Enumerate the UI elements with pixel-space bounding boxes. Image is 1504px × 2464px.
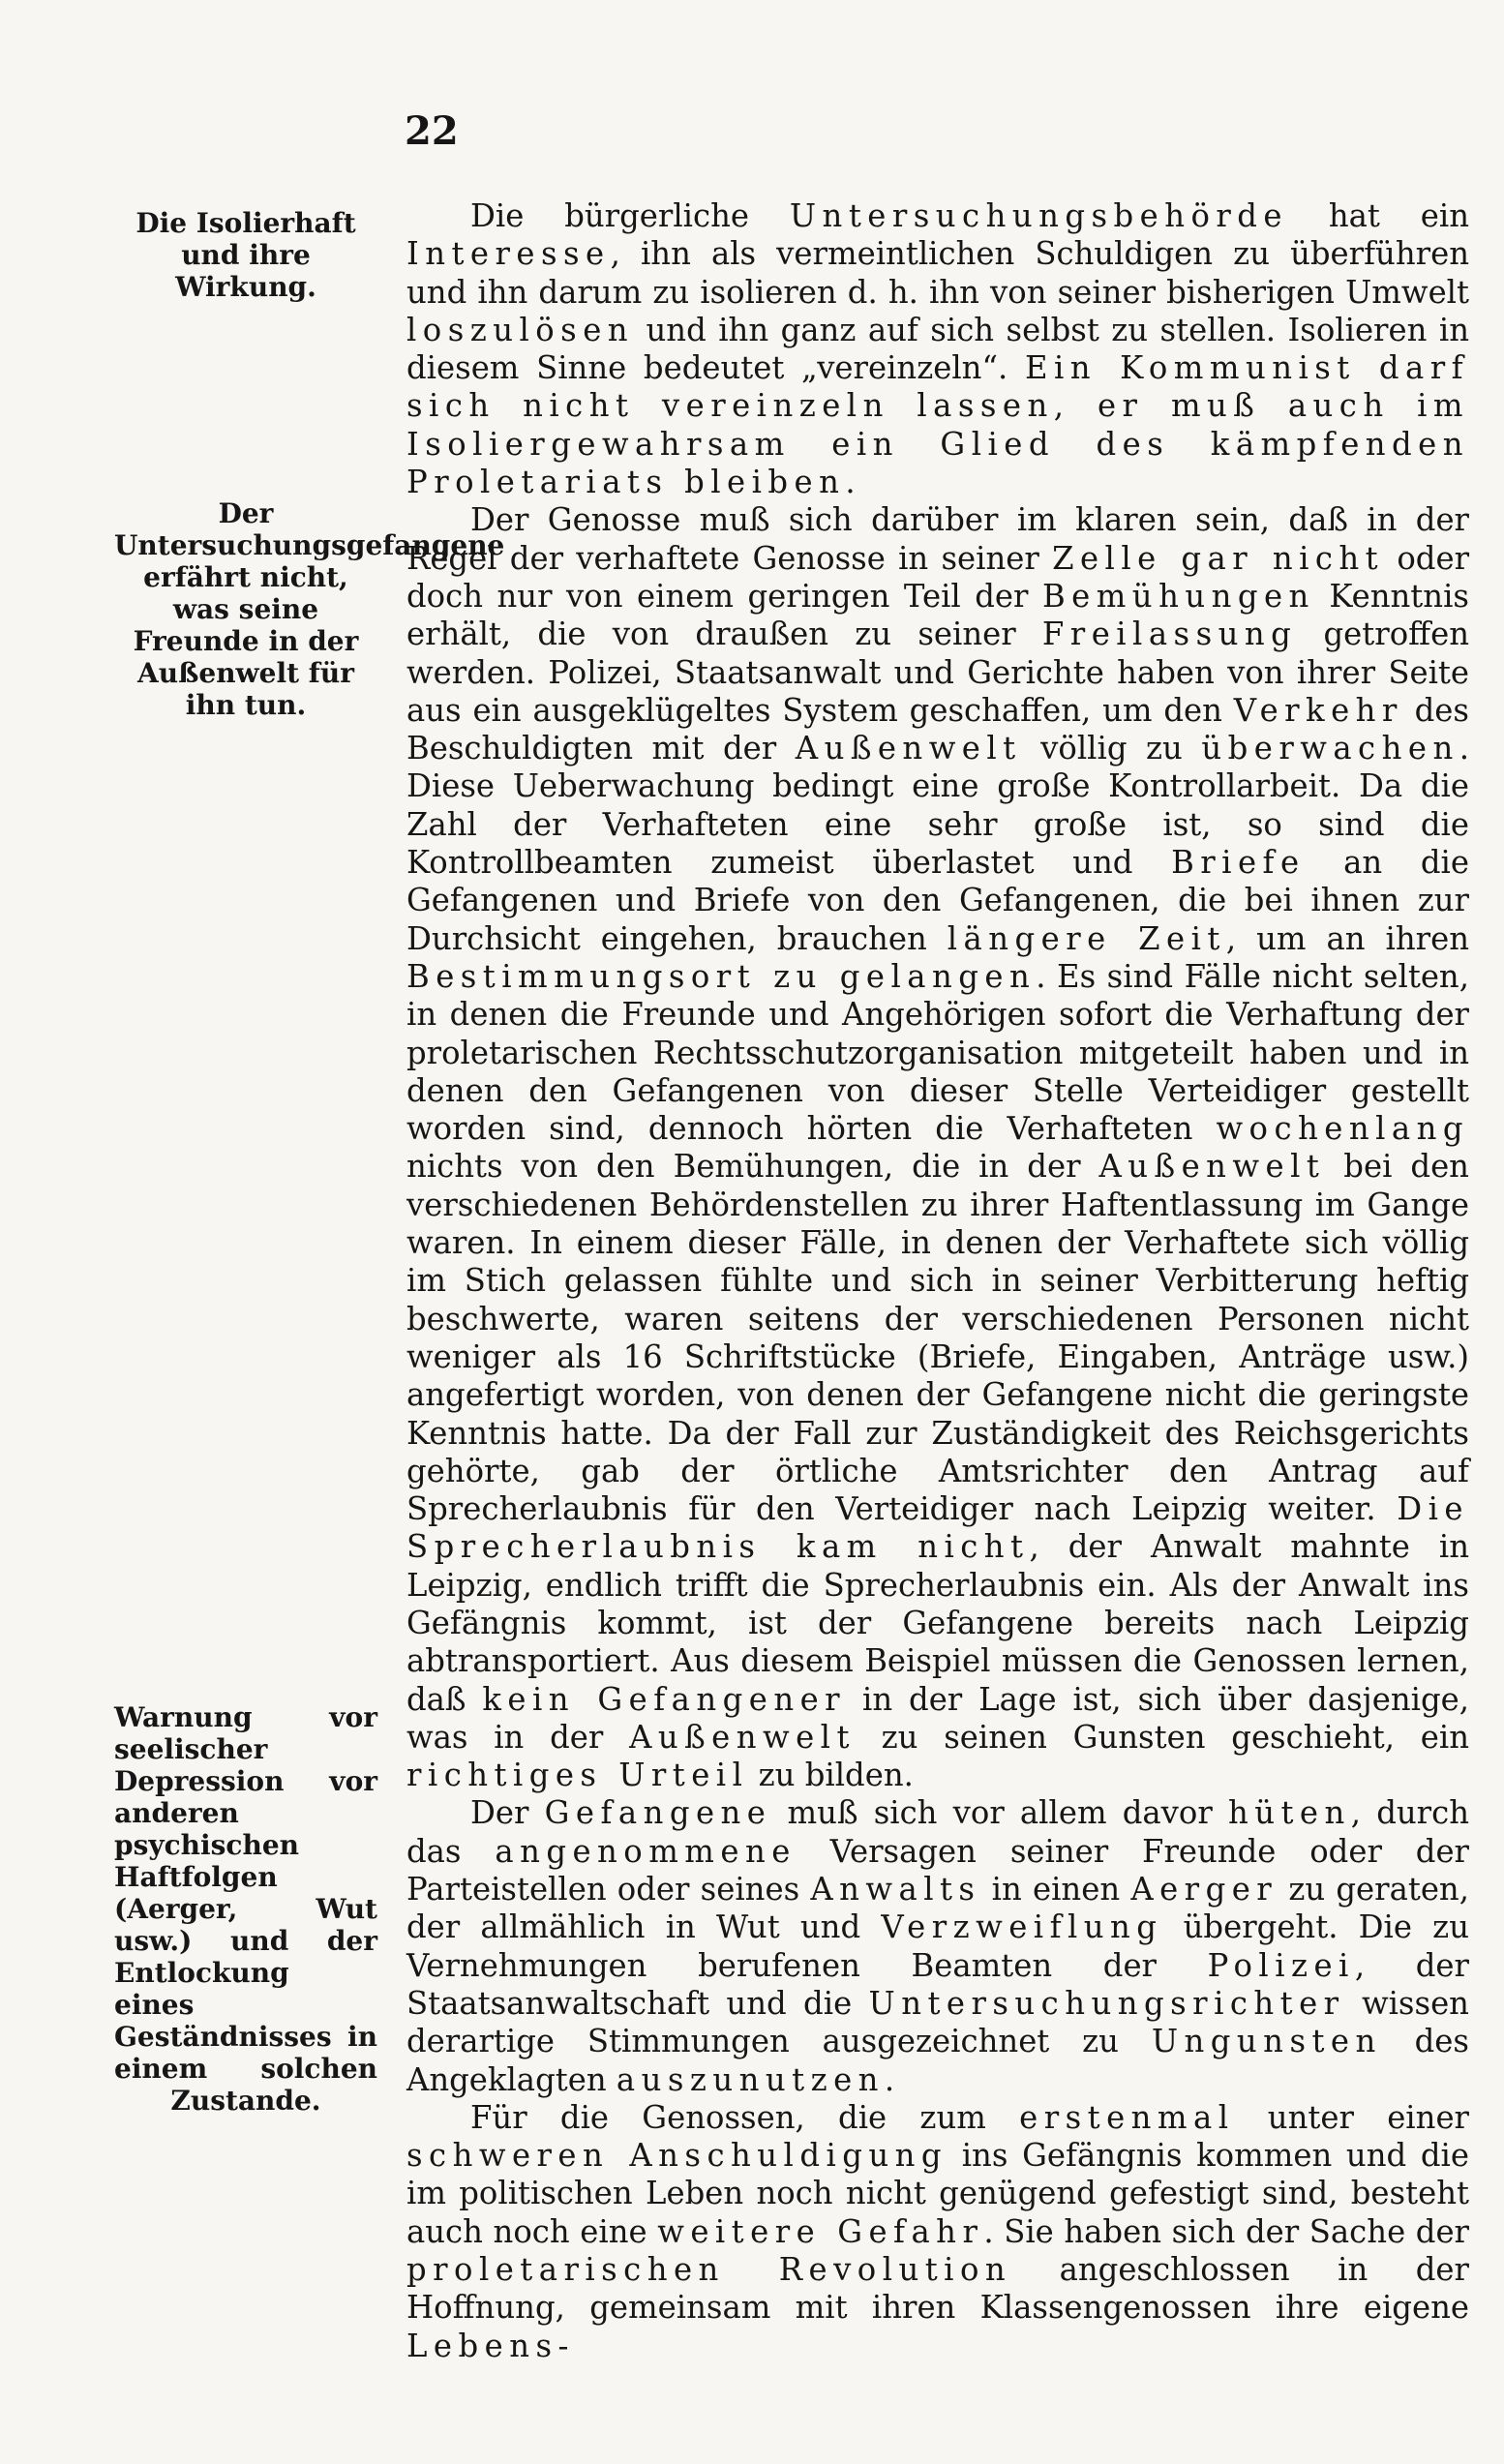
- text-run: nichts von den Bemühungen, die in der: [406, 1148, 1099, 1186]
- spaced-emphasis: Verzweiflung: [881, 1908, 1163, 1946]
- margin-note-outside-world: Der Untersuchungsgefangene erfährt nicht, was seine Freunde in der Außenwelt für ihn tun.: [114, 497, 505, 721]
- text-run: . Diese Ueberwachung bedingt eine große Kontrollarbeit. Da die Zahl der Verhafteten eine sehr große ist, so sind die Kontrollbeamten zumeist überlastet und: [406, 730, 1469, 882]
- text-run: Die bürgerliche: [470, 197, 790, 234]
- text-run: Versagen seiner Freunde oder der Parteistellen oder seines: [406, 1832, 1469, 1908]
- paragraph: [406, 197, 1469, 501]
- text-run: und ihn ganz auf sich selbst zu stellen. Isolieren in diesem Sinne bedeutet „vereinzeln“.: [406, 311, 1469, 387]
- text-run: in der Lage ist, sich über dasjenige, was in der: [406, 1680, 1469, 1756]
- text-run: wissen derartige Stimmungen ausgezeichnet zu: [406, 1984, 1469, 2060]
- text-run: angeschlossen in der Hoffnung, gemeinsam mit ihren Klassengenossen ihre eigene: [406, 2251, 1469, 2327]
- spaced-emphasis: Polizei: [1207, 1946, 1355, 1984]
- spaced-emphasis: Bestimmungsort zu gelangen: [406, 957, 1037, 995]
- text-run: . Es sind Fälle nicht selten, in denen die Freunde und Angehörigen sofort die Verhaftung der proletarischen Rechtsschutzorganisation mitgeteilt haben und in denen den Gefangenen von dieser Stelle Verteidiger gestellt worden sind, dennoch hörten die Verhafteten: [406, 957, 1469, 1148]
- text-run: , um an ihren: [1225, 919, 1470, 957]
- spaced-emphasis: Untersuchungsrichter: [868, 1984, 1345, 2022]
- spaced-emphasis: Ungunsten: [1151, 2023, 1382, 2060]
- spaced-emphasis: Aerger: [1130, 1871, 1278, 1908]
- text-run: , der Anwalt mahnte in Leipzig, endlich trifft die Sprecherlaubnis ein. Als der Anwalt ins Gefängnis kommt, ist der Gefangene bereits nach Leipzig abtransportiert. Aus diesem Beispiel müssen die Genossen lernen, daß: [406, 1528, 1469, 1718]
- text-run: muß sich vor allem davor: [771, 1794, 1228, 1832]
- text-run: zu geraten, der allmählich in Wut und: [406, 1871, 1469, 1946]
- spaced-emphasis: proletarischen Revolution: [406, 2251, 1012, 2289]
- text-run: Kenntnis erhält, die von draußen zu seiner: [406, 577, 1469, 653]
- spaced-emphasis: wochenlang: [1216, 1110, 1469, 1148]
- spaced-emphasis: angenommene: [495, 1832, 797, 1870]
- text-run: Der: [470, 1794, 545, 1832]
- body-text: [406, 197, 1469, 2365]
- page-number: 22: [405, 108, 459, 154]
- text-run: ins Gefängnis kommen und die im politischen Leben noch nicht genügend gefestigt sind, besteht auch noch eine: [406, 2137, 1469, 2250]
- spaced-emphasis: auszunutzen: [616, 2060, 885, 2098]
- spaced-emphasis: weitere Gefahr: [657, 2212, 984, 2250]
- paragraph: [406, 501, 1469, 1794]
- spaced-emphasis: überwachen: [1201, 730, 1459, 767]
- text-run: , der Staatsanwaltschaft und die: [406, 1946, 1469, 2022]
- spaced-emphasis: erstenmal: [1019, 2098, 1235, 2136]
- paragraph: [406, 2099, 1469, 2365]
- text-run: . Sie haben sich der Sache der: [983, 2212, 1469, 2250]
- text-run: an die Gefangenen und Briefe von den Gefangenen, die bei ihnen zur Durchsicht eingehen, brauchen: [406, 844, 1469, 957]
- paragraph: [406, 1794, 1469, 2098]
- spaced-emphasis: Anwalts: [810, 1871, 981, 1908]
- spaced-emphasis: Gefangene: [544, 1794, 772, 1832]
- spaced-emphasis: Interesse: [406, 235, 611, 273]
- text-run: des Angeklagten: [406, 2023, 1469, 2098]
- text-run: , ihn als vermeintlichen Schuldigen zu überführen und ihn darum zu isolieren d. h. ihn von seiner bisherigen Umwelt: [406, 235, 1469, 311]
- spaced-emphasis: Außenwelt: [1098, 1148, 1326, 1186]
- margin-note-warning: Warnung vor seelischer Depression vor anderen psychischen Haftfolgen (Aerger, Wut usw.) und der Entlockung eines Geständnisses in einem solchen Zustande.: [114, 1701, 377, 2117]
- spaced-emphasis: richtiges Urteil: [406, 1757, 749, 1794]
- text-run: hat ein: [1288, 197, 1470, 234]
- spaced-emphasis: Untersuchungsbehörde: [789, 197, 1288, 234]
- text-run: zu bilden.: [748, 1757, 914, 1794]
- margin-note-isolation: Die Isolierhaft und ihre Wirkung.: [135, 207, 356, 303]
- spaced-emphasis: Ein Kommunist darf sich nicht vereinzeln lassen, er muß auch im Isoliergewahrsam ein Glied des kämpfenden Proletariats bleiben.: [406, 349, 1470, 501]
- text-run: in einen: [980, 1871, 1131, 1908]
- spaced-emphasis: Lebens-: [406, 2327, 575, 2364]
- spaced-emphasis: Die Sprecherlaubnis kam nicht: [406, 1490, 1469, 1566]
- text-run: .: [884, 2060, 895, 2098]
- spaced-emphasis: hüten: [1227, 1794, 1351, 1832]
- spaced-emphasis: Zelle gar nicht: [1052, 539, 1385, 577]
- text-run: des Beschuldigten mit der: [406, 691, 1469, 767]
- spaced-emphasis: schweren Anschuldigung: [406, 2137, 948, 2175]
- text-run: Der Genosse muß sich darüber im klaren sein, daß in der Regel der verhaftete Genosse in seiner: [406, 501, 1469, 577]
- text-run: , durch das: [406, 1794, 1469, 1870]
- text-run: unter einer: [1234, 2098, 1469, 2136]
- text-run: oder doch nur von einem geringen Teil der: [406, 539, 1470, 615]
- spaced-emphasis: längere Zeit: [947, 919, 1226, 957]
- text-run: bei den verschiedenen Behördenstellen zu ihrer Haftentlassung im Gange waren. In einem dieser Fälle, in denen der Verhaftete sich völlig im Stich gelassen fühlte und sich in seiner Verbitterung heftig beschwerte, waren seitens der verschiedenen Personen nicht weniger als 16 Schriftstücke (Briefe, Eingaben, Anträge usw.) angefertigt worden, von denen der Gefangene nicht die geringste Kenntnis hatte. Da der Fall zur Zuständigkeit des Reichsgerichts gehörte, gab der örtliche Amtsrichter den Antrag auf Sprecherlaubnis für den Verteidiger nach Leipzig weiter.: [406, 1148, 1469, 1528]
- spaced-emphasis: Briefe: [1171, 844, 1306, 882]
- spaced-emphasis: Verkehr: [1233, 691, 1403, 729]
- spaced-emphasis: kein Gefangener: [482, 1680, 847, 1718]
- spaced-emphasis: Freilassung: [1041, 616, 1298, 653]
- spaced-emphasis: Außenwelt: [629, 1718, 856, 1756]
- text-run: zu seinen Gunsten geschieht, ein: [855, 1718, 1469, 1756]
- text-run: getroffen werden. Polizei, Staatsanwalt und Gerichte haben von ihrer Seite aus ein ausgeklügeltes System geschaffen, um den: [406, 616, 1470, 729]
- spaced-emphasis: Bemühungen: [1041, 577, 1315, 615]
- text-run: Für die Genossen, die zum: [470, 2098, 1020, 2136]
- spaced-emphasis: loszulösen: [406, 311, 635, 348]
- text-run: völlig zu: [1021, 730, 1202, 767]
- spaced-emphasis: Außenwelt: [795, 730, 1022, 767]
- text-run: übergeht. Die zu Vernehmungen berufenen Beamten der: [406, 1908, 1469, 1984]
